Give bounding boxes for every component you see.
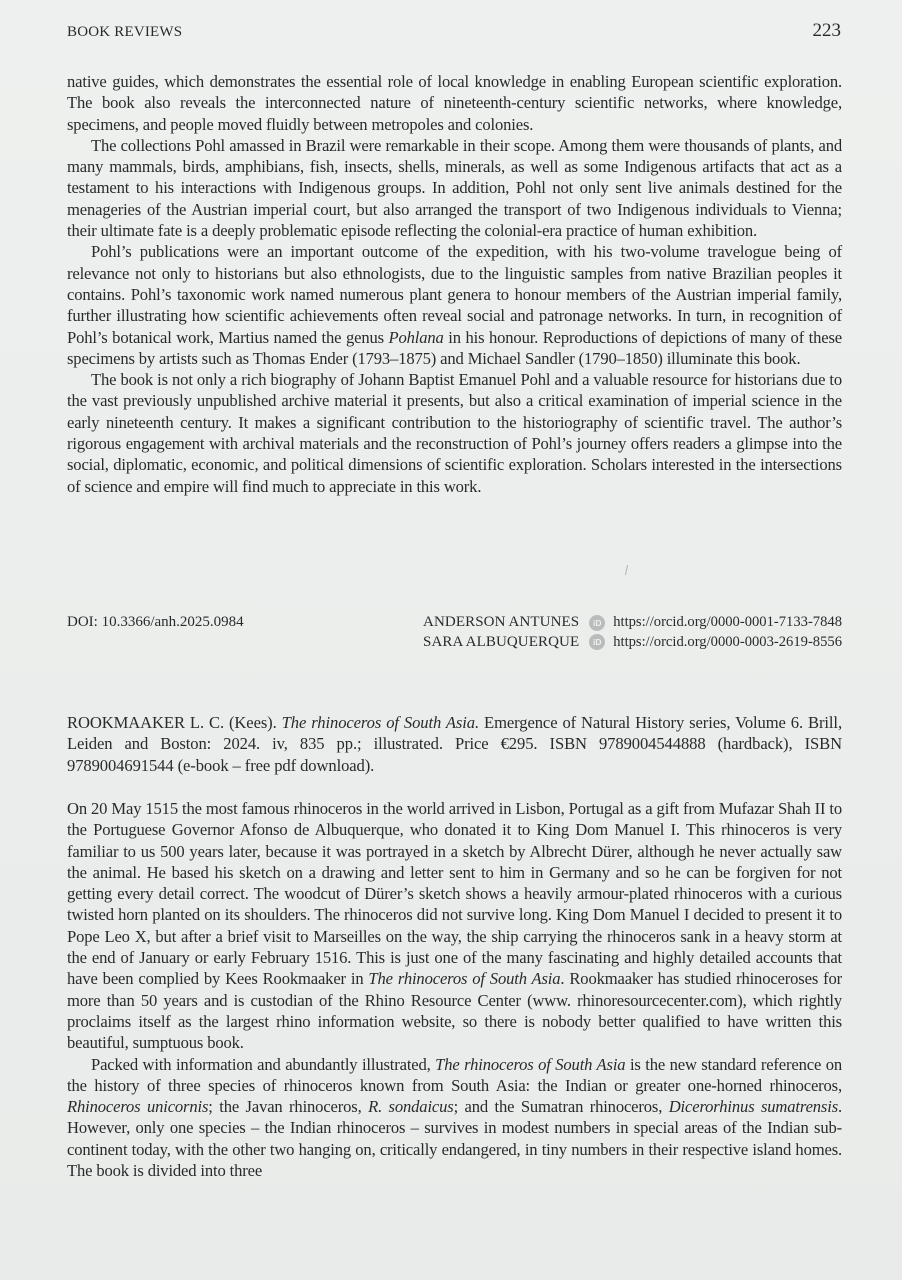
orcid-link[interactable]: https://orcid.org/0000-0001-7133-7848 — [613, 614, 842, 630]
stray-mark — [625, 565, 628, 575]
doi: DOI: 10.3366/anh.2025.0984 — [67, 614, 244, 630]
book-citation — [67, 712, 842, 776]
paragraph — [67, 1054, 842, 1182]
paragraph — [67, 241, 842, 369]
italic-text: Rhinoceros unicornis — [67, 1097, 209, 1117]
author-name: SARA ALBUQUERQUE — [423, 633, 580, 650]
paragraph — [67, 71, 842, 135]
text-run: ; the Javan rhinoceros, — [208, 1097, 369, 1117]
text-run: On 20 May 1515 the most famous rhinoceros in the world arrived in Lisbon, Portugal as a gift from Mufazar Shah II to the Portuguese Governor Afonso de Albuquerque, who donated it to King Dom Manuel I. This rhinoceros is very familiar to us 500 years later, because it was portrayed in a sketch by Albrecht Dürer, although he never actually saw the animal. He based his sketch on a drawing and letter sent to him in Germany and so he can be forgiven for not getting every detail correct. The woodcut of Dürer’s sketch shows a heavily armour-plated rhinoceros with a curious twisted horn planted on its shoulders. The rhinoceros did not survive long. King Dom Manuel I decided to present it to Pope Leo X, but after a brief visit to Marseilles on the way, the ship carrying the rhinoceros sank in a heavy storm at the end of January or early February 1516. This is just one of the many fascinating and highly detailed accounts that have been complied by Kees Rookmaaker in — [67, 799, 842, 989]
text-run: The book is not only a rich biography of Johann Baptist Emanuel Pohl and a valuable resource for historians due to the vast previously unpublished archive material it presents, but also a critical examination of imperial science in the early nineteenth century. It makes a significant contribution to the historiography of scientific travel. The author’s rigorous engagement with archival materials and the reconstruction of Pohl’s journey offers readers a glimpse into the social, diplomatic, economic, and political dimensions of scientific exploration. Scholars interested in the intersections of science and empire will find much to appreciate in this work. — [67, 370, 842, 496]
text-run: ; and the Sumatran rhinoceros, — [453, 1097, 669, 1117]
page-number: 223 — [812, 20, 841, 41]
text-run: Emergence of Natural History series, Volume 6. Brill, Leiden and Boston: 2024. iv, 835 pp.; illustrated. Price €295. ISBN 9789004544888 (hardback), ISBN 9789004691544 (e-book – free pdf download). — [67, 713, 842, 775]
author-row — [423, 633, 842, 653]
paragraph — [67, 135, 842, 241]
italic-text: R. sondaicus — [368, 1097, 454, 1117]
section-title: BOOK REVIEWS — [67, 24, 183, 40]
running-head — [67, 20, 841, 44]
text-run: in his honour. Reproductions of depictions of many of these specimens by artists such as Thomas Ender (1793–1875) and Michael Sandler (1790–1850) illuminate this book. — [67, 327, 842, 368]
text-run: native guides, which demonstrates the essential role of local knowledge in enabling European scientific exploration. The book also reveals the interconnected nature of nineteenth-century scientific networks, where knowledge, specimens, and people moved fluidly between metropoles and colonies. — [67, 72, 842, 134]
text-run: The collections Pohl amassed in Brazil were remarkable in their scope. Among them were thousands of plants, and many mammals, birds, amphibians, fish, insects, shells, minerals, as well as some Indigenous artifacts that act as a testament to his interactions with Indigenous groups. In addition, Pohl not only sent live animals destined for the menageries of the Austrian imperial court, but also arranged the transport of two Indigenous individuals to Vienna; their ultimate fate is a deeply problematic episode reflecting the colonial-era practice of human exhibition. — [67, 135, 842, 241]
text-run: is the new standard reference on the history of three species of rhinoceros known from South Asia: the Indian or greater one-horned rhinoceros, — [67, 1054, 842, 1095]
text-run: . Rookmaaker has studied rhinoceroses for more than 50 years and is custodian of the Rhino Resource Center (www. rhinoresourcecenter.com), which rightly proclaims itself as the largest rhino information website, so there is nobody better qualified to have written this beautiful, sumptuous book. — [67, 969, 842, 1053]
citation-text — [67, 712, 842, 776]
text-run: . However, only one species – the Indian rhinoceros – survives in modest numbers in special areas of the Indian sub-continent today, with the other two hanging on, critically endangered, in tiny numbers in their respective island homes. The book is divided into three — [67, 1097, 843, 1181]
author-row — [423, 613, 842, 633]
author-name: ANDERSON ANTUNES — [423, 614, 580, 630]
author-list — [423, 613, 842, 652]
text-run: ROOKMAAKER L. C. (Kees). — [67, 713, 282, 732]
italic-text: The rhinoceros of South Asia. — [281, 713, 480, 732]
italic-text: The rhinoceros of South Asia — [435, 1054, 626, 1074]
italic-text: Dicerorhinus sumatrensis — [668, 1097, 839, 1117]
orcid-link[interactable]: https://orcid.org/0000-0003-2619-8556 — [613, 633, 842, 650]
orcid-icon[interactable]: iD — [589, 615, 605, 631]
italic-text: Pohlana — [388, 327, 444, 347]
text-run: Pohl’s publications were an important outcome of the expedition, with his two-volume travelogue being of relevance not only to historians but also ethnologists, due to the linguistic samples from native Brazilian peoples it contains. Pohl’s taxonomic work named numerous plant genera to honour members of the Austrian imperial family, further illustrating how scientific achievements often reveal social and patronage networks. In turn, in recognition of Pohl’s botanical work, Martius named the genus — [67, 242, 842, 347]
italic-text: The rhinoceros of South Asia — [368, 969, 561, 989]
orcid-icon[interactable]: iD — [589, 634, 605, 650]
review2-body — [67, 798, 842, 1181]
review1-body — [67, 71, 842, 497]
text-run: Packed with information and abundantly illustrated, — [91, 1054, 436, 1074]
paragraph — [67, 369, 842, 497]
paragraph — [67, 798, 842, 1054]
